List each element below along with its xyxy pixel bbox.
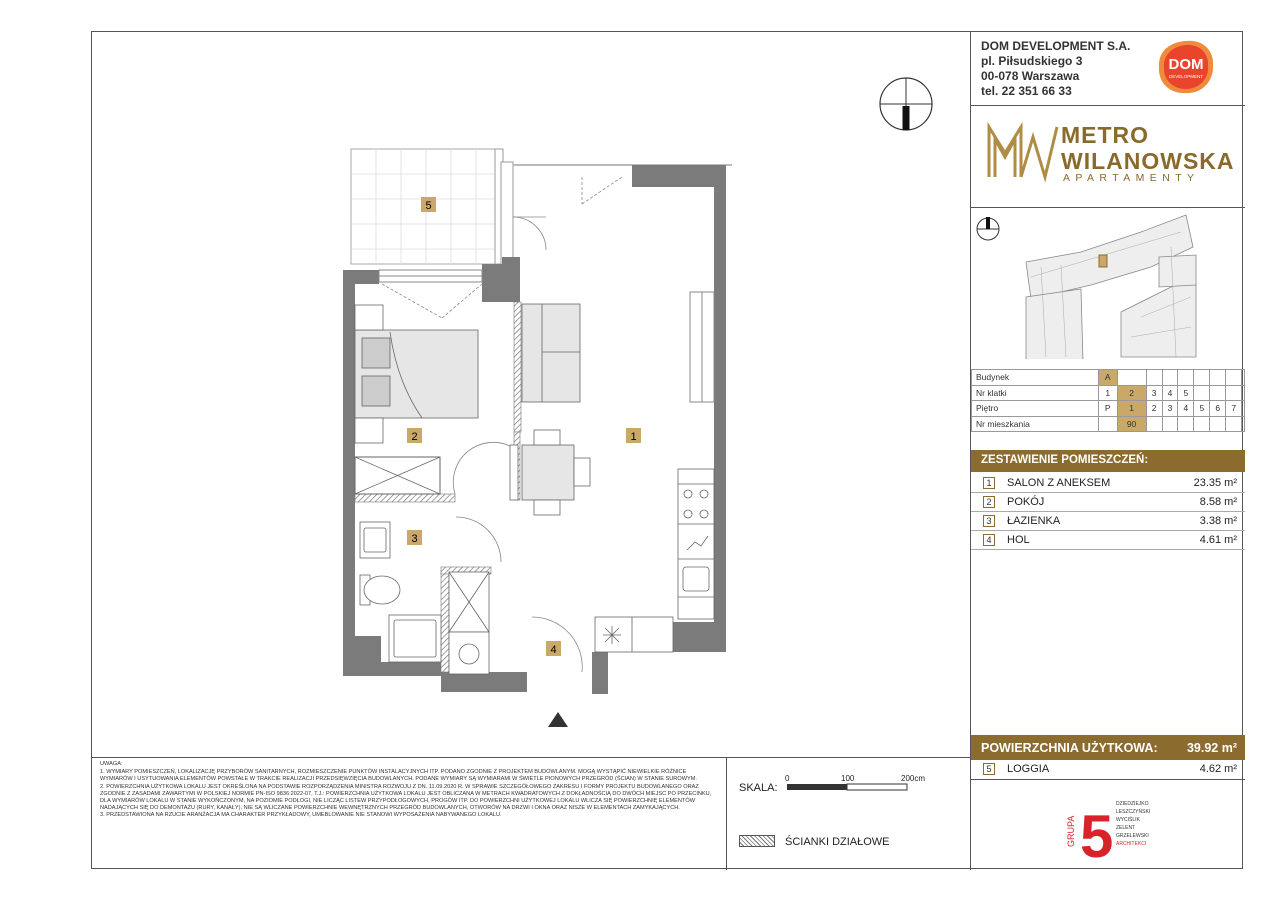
apartment-info-table: Budynek A Nr klatki 1 2 3 4 5 Piętro P 1 2 3 4 5 6 7 Nr mieszkania 90: [971, 369, 1245, 432]
floor-plan-drawing: [92, 32, 970, 757]
project-name: METRO WILANOWSKA: [1061, 122, 1235, 174]
rooms-heading: ZESTAWIENIE POMIESZCZEŃ:: [971, 450, 1245, 472]
info-column: [970, 32, 1244, 870]
svg-text:DOM: DOM: [1168, 56, 1204, 73]
total-area-bar: [971, 735, 1245, 760]
room-row: 4 HOL 4.61 m²: [971, 531, 1245, 550]
scale-legend-box: [726, 757, 970, 870]
svg-text:ARCHITEKCI: ARCHITEKCI: [1116, 841, 1147, 847]
sofa: [522, 304, 580, 402]
svg-text:GRZELEWSKI: GRZELEWSKI: [1116, 833, 1149, 839]
notes-section: [92, 757, 726, 870]
company-name: DOM DEVELOPMENT S.A.: [981, 39, 1131, 53]
dining-table: [510, 430, 590, 515]
svg-text:DZIEDZIEJKO: DZIEDZIEJKO: [1116, 801, 1149, 807]
project-subtitle: APARTAMENTY: [1063, 172, 1200, 184]
room-marker-3: 3: [411, 533, 418, 545]
company-info: [981, 39, 1130, 99]
building-key-plan: [971, 207, 1245, 359]
scale-tick-200: 200cm: [901, 774, 926, 783]
svg-text:5: 5: [1080, 803, 1114, 862]
room-row: 1 SALON Z ANEKSEM 23.35 m²: [971, 474, 1245, 493]
scale-label: SKALA:: [739, 782, 778, 794]
svg-text:LESZCZYŃSKI: LESZCZYŃSKI: [1116, 809, 1151, 815]
scale-tick-100: 100: [841, 774, 855, 783]
svg-text:DEVELOPMENT: DEVELOPMENT: [1168, 74, 1204, 79]
scale-tick-0: 0: [785, 774, 790, 783]
note-item: 1. WYMIARY POMIESZCZEŃ, LOKALIZACJĘ PRZYBORÓW SANITARNYCH, ROZMIESZCZENIE PUNKTÓW INSTALACYJNYCH ITP. PODANO ZGODNIE Z PROJEKTEM BUDOWLANYM. MOGĄ WYSTĄPIĆ NIEWIELKIE RÓŻNICE WYMIARÓW I USYTUOWANIA ELEMENTÓW POWSTAŁE W TRAKCIE REALIZACJI PRZEDSIĘWZIĘCIA BUDOWLANYCH. PODANE WYMIARY SĄ WYMIARAMI W ŚWIETLE PIONOWYCH PRZEGRÓD (ŚCIAN) W STANIE SUROWYM.: [100, 769, 697, 783]
room-marker-2: 2: [411, 431, 418, 443]
room-row: 2 POKÓJ 8.58 m²: [971, 493, 1245, 512]
rooms-list: [971, 474, 1245, 550]
loggia-row: 5 LOGGIA 4.62 m²: [971, 760, 1245, 779]
total-area-label: POWIERZCHNIA UŻYTKOWA:: [981, 741, 1158, 755]
company-address2: 00-078 Warszawa: [981, 69, 1080, 83]
total-area-value: 39.92 m²: [1186, 741, 1237, 755]
partition-hatch-swatch: [739, 835, 775, 847]
floor-plan-sheet: [91, 31, 1243, 869]
north-arrow-icon: [880, 78, 932, 130]
company-phone: tel. 22 351 66 33: [981, 84, 1072, 98]
dom-development-logo: [1156, 39, 1216, 95]
note-item: 2. POWIERZCHNIA UŻYTKOWA LOKALU JEST OKREŚLONA NA PODSTAWIE ROZPORZĄDZENIA MINISTRA ROZWOJU Z DN. 11.09.2020 R. W SPRAWIE SZCZEGÓŁOWEGO ZAKRESU I FORMY PROJEKTU BUDOWLANEGO ORAZ ZGODNIE Z ZASADAMI ZAWARTYMI W POLSKIEJ NORMIE PN-ISO 9836:2022-07, T.J.: POWIERZCHNIA UŻYTKOWA LOKALU JEST OBLICZANA W METRACH KWADRATOWYCH Z DOKŁADNOŚCIĄ DO DWÓCH MIEJSC PO PRZECINKU, DLA WYMIARÓW LOKALU W STANIE WYKOŃCZONYM, NA POZIOMIE PODŁOGI, NIE LICZĄC LISTEW PRZYPODŁOGOWYCH, PROGÓW ITP. DO POWIERZCHNI UŻYTKOWEJ LOKALU WLICZA SIĘ POWIERZCHNIĘ ELEMENTÓW NADAJĄCYCH SIĘ DO DEMONTAŻU (RURY, KANAŁY), NIE SĄ WLICZANE POWIERZCHNIE WEWNĘTRZNYCH PRZEGRÓD BUDOWLANYCH, OTWORÓW NA DRZWI I OKNA ORAZ NISZE W ELEMENTACH ZAMYKAJĄCYCH.: [100, 783, 712, 812]
grupa5-architects-logo: [1066, 787, 1186, 862]
legend-label: ŚCIANKI DZIAŁOWE: [785, 836, 890, 848]
room-row: 3 ŁAZIENKA 3.38 m²: [971, 512, 1245, 531]
note-item: 3. PRZEDSTAWIONA NA RZUCIE ARANŻACJA MA CHARAKTER PRZYKŁADOWY, UMEBLOWANIE NIE STANOWI WYPOSAŻENIA NABYWANEGO LOKALU.: [100, 812, 502, 819]
notes-title: UWAGA:: [100, 761, 123, 767]
room-marker-5: 5: [425, 200, 432, 212]
svg-text:ZELENT: ZELENT: [1116, 825, 1136, 831]
room-marker-4: 4: [550, 644, 557, 656]
svg-text:GRUPA: GRUPA: [1066, 815, 1076, 847]
entrance-arrow-icon: [548, 712, 568, 727]
bed: [355, 305, 478, 443]
svg-text:WYCIŚLIK: WYCIŚLIK: [1116, 817, 1140, 823]
company-address1: pl. Piłsudskiego 3: [981, 54, 1083, 68]
floor-plan-area: [92, 32, 970, 757]
room-marker-1: 1: [630, 431, 637, 443]
